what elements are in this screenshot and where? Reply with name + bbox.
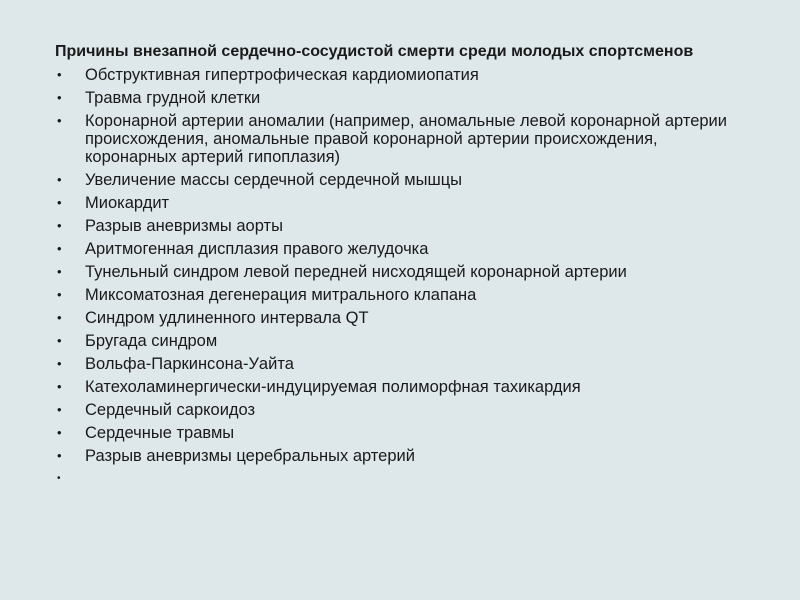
list-item-text: Коронарной артерии аномалии (например, аномальные левой коронарной артерии происхождения, аномальные правой коронарной артерии происхождения, коронарных артерий гипоплазия) [85,112,727,166]
bullet-icon: • [57,379,62,394]
bullet-icon: • [57,333,62,348]
list-item [55,378,745,396]
bullet-icon: • [57,287,62,302]
bullet-icon: • [57,425,62,440]
list-item [55,424,745,442]
list-item-text: Разрыв аневризмы аорты [85,217,283,235]
list-item-text: Сердечные травмы [85,424,235,442]
list-item-text: Катехоламинергически-индуцируемая полиморфная тахикардия [85,378,581,396]
bullet-icon: • [57,310,62,325]
list-item-text: Тунельный синдром левой передней нисходящей коронарной артерии [85,263,627,281]
bullet-icon: • [57,264,62,279]
list-item-text: Синдром удлиненного интервала QT [85,309,369,327]
list-item [55,240,745,258]
slide-content [55,43,745,493]
list-item [55,401,745,419]
list-item [55,112,745,166]
list-item-text: Разрыв аневризмы церебральных артерий [85,447,415,465]
bullet-icon: • [57,218,62,233]
list-item-text: Вольфа-Паркинсона-Уайта [85,355,294,373]
list-item-text: Аритмогенная дисплазия правого желудочка [85,240,429,258]
list-item [55,447,745,465]
list-item-empty [55,470,745,488]
list-item [55,171,745,189]
bullet-icon: • [57,402,62,417]
bullet-icon: • [57,90,62,105]
list-item-text: Обструктивная гипертрофическая кардиомиопатия [85,66,479,84]
list-item [55,309,745,327]
list-item-text: Увеличение массы сердечной сердечной мышцы [85,171,463,189]
list-item [55,332,745,350]
bullet-icon: • [57,172,62,187]
slide-title: Причины внезапной сердечно-сосудистой смерти среди молодых спортсменов [55,43,694,60]
bullet-icon: • [57,113,62,128]
bullet-icon: • [57,448,62,463]
list-item [55,66,745,84]
list-item-text: Миокардит [85,194,170,212]
bullet-icon: • [57,67,62,82]
bullet-icon: • [57,473,61,484]
list-item-text: Бругада синдром [85,332,218,350]
list-item-text: Травма грудной клетки [85,89,261,107]
list-item [55,263,745,281]
list-item-text: Сердечный саркоидоз [85,401,256,419]
list-item [55,217,745,235]
list-item-text: Миксоматозная дегенерация митрального клапана [85,286,477,304]
bullet-icon: • [57,356,62,371]
causes-list [55,66,745,488]
list-item [55,355,745,373]
list-item [55,286,745,304]
bullet-icon: • [57,241,62,256]
bullet-icon: • [57,195,62,210]
list-item [55,89,745,107]
list-item [55,194,745,212]
